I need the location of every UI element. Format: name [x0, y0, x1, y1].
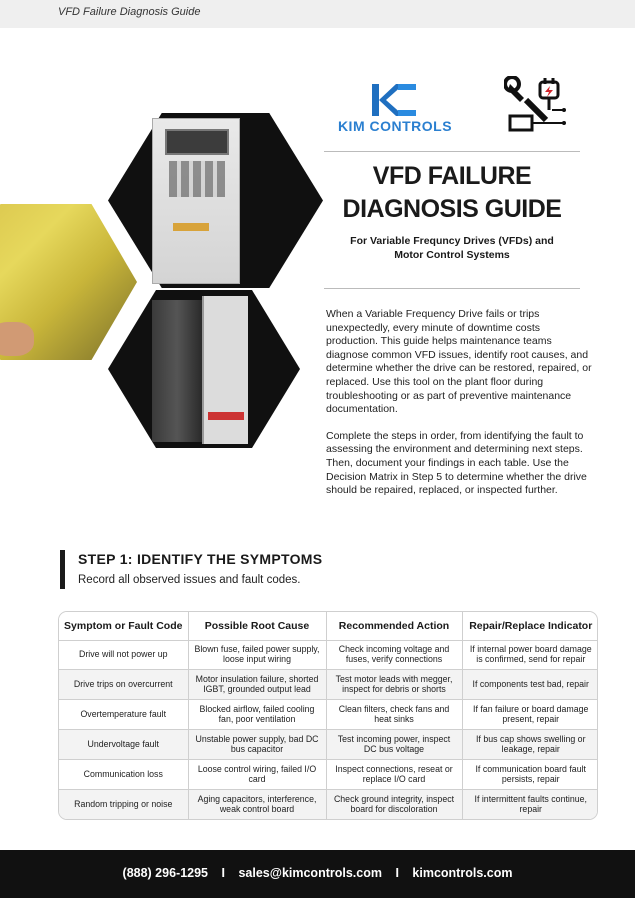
step-accent-bar [60, 550, 65, 589]
drive-unit-image [152, 118, 240, 284]
footer-contact [0, 866, 635, 880]
table-cell: Communication loss [59, 760, 188, 790]
table-row [59, 730, 598, 760]
intro-text [326, 308, 592, 511]
table-cell: Unstable power supply, bad DC bus capacitor [188, 730, 326, 760]
servo-module-image [152, 300, 202, 442]
footer-separator: I [395, 866, 399, 880]
hand-image [0, 322, 34, 356]
table-header: Repair/Replace Indicator [462, 612, 598, 640]
table-cell: Aging capacitors, interference, weak control board [188, 790, 326, 819]
table-cell: If components test bad, repair [462, 670, 598, 700]
wrench-plug-icon [504, 76, 568, 136]
table-row [59, 760, 598, 790]
divider-bottom [324, 288, 580, 289]
document-label: VFD Failure Diagnosis Guide [58, 6, 201, 18]
table-cell: Motor insulation failure, shorted IGBT, grounded output lead [188, 670, 326, 700]
table-cell: Clean filters, check fans and heat sinks [326, 700, 462, 730]
table-cell: Check ground integrity, inspect board for discoloration [326, 790, 462, 819]
divider-top [324, 151, 580, 152]
table-cell: Blocked airflow, failed cooling fan, poor ventilation [188, 700, 326, 730]
step-1-subtitle: Record all observed issues and fault codes. [78, 574, 301, 586]
table-cell: Check incoming voltage and fuses, verify connections [326, 640, 462, 670]
table-cell: Test incoming power, inspect DC bus voltage [326, 730, 462, 760]
table-cell: Drive trips on overcurrent [59, 670, 188, 700]
servo-module-image-2 [202, 296, 248, 444]
table-cell: If intermittent faults continue, repair [462, 790, 598, 819]
symptoms-table [58, 611, 598, 820]
table-cell: If communication board fault persists, repair [462, 760, 598, 790]
footer-email[interactable]: sales@kimcontrols.com [238, 866, 382, 880]
table-row [59, 790, 598, 819]
table-cell: Drive will not power up [59, 640, 188, 670]
table-cell: Blown fuse, failed power supply, loose input wiring [188, 640, 326, 670]
brand-name: KIM CONTROLS [337, 118, 453, 134]
table-cell: Random tripping or noise [59, 790, 188, 819]
table-cell: Inspect connections, reseat or replace I/O card [326, 760, 462, 790]
intro-paragraph-2: Complete the steps in order, from identifying the fault to assessing the environment and determining next steps. Then, document your findings in each table. Use the Decision Matrix in Step 5 to determine whether the drive should be repaired, replaced, or inspected further. [326, 429, 587, 497]
table-cell: Test motor leads with megger, inspect for debris or shorts [326, 670, 462, 700]
table-header: Possible Root Cause [188, 612, 326, 640]
table-cell: If bus cap shows swelling or leakage, repair [462, 730, 598, 760]
footer-phone[interactable]: (888) 296-1295 [122, 866, 209, 880]
table-cell: If fan failure or board damage present, repair [462, 700, 598, 730]
table-row [59, 670, 598, 700]
table-cell: Undervoltage fault [59, 730, 188, 760]
page-subtitle: For Variable Frequncy Drives (VFDs) and Motor Control Systems [350, 235, 554, 261]
intro-paragraph-1: When a Variable Frequency Drive fails or trips unexpectedly, every minute of downtime costs production. This guide helps maintenance teams diagnose common VFD issues, identify root causes, and determine whether the drive can be restored, repaired, or replaced. Use this tool on the plant floor during troubleshooting or as part of preventive maintenance documentation. [326, 308, 592, 416]
footer-separator: I [221, 866, 225, 880]
table-cell: Loose control wiring, failed I/O card [188, 760, 326, 790]
table-row [59, 700, 598, 730]
footer-bar [0, 850, 635, 898]
table-row [59, 640, 598, 670]
kc-logo-icon [368, 82, 418, 118]
table-cell: Overtemperature fault [59, 700, 188, 730]
table-header-row [59, 612, 598, 640]
page-title: VFD FAILURE DIAGNOSIS GUIDE [342, 162, 562, 223]
table-header: Symptom or Fault Code [59, 612, 188, 640]
kim-controls-logo [330, 82, 460, 138]
footer-website[interactable]: kimcontrols.com [412, 866, 513, 880]
table-header: Recommended Action [326, 612, 462, 640]
step-1-title: STEP 1: IDENTIFY THE SYMPTOMS [78, 551, 323, 567]
table-cell: If internal power board damage is confirmed, send for repair [462, 640, 598, 670]
